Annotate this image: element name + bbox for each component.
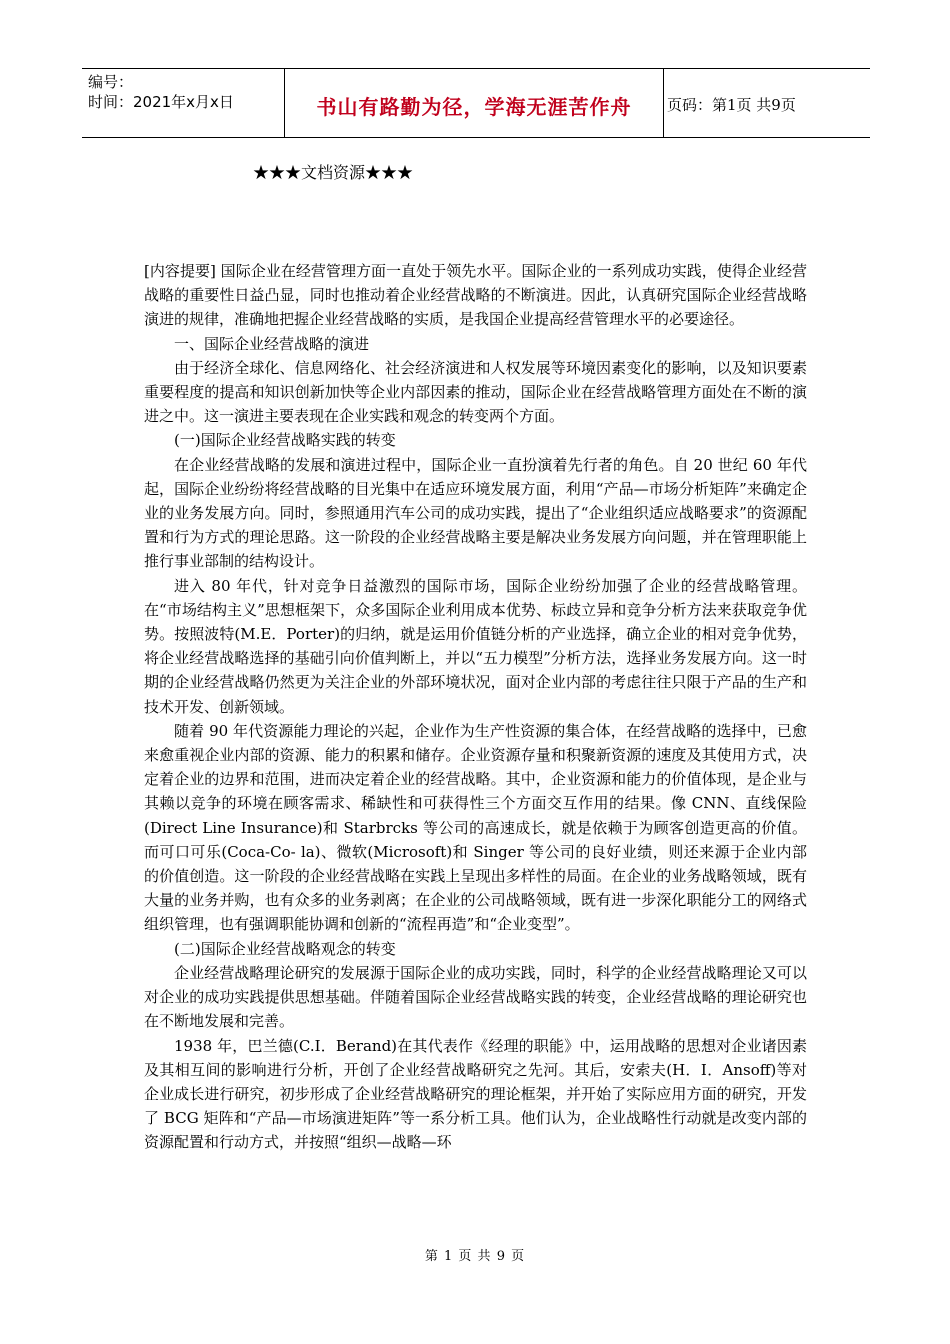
abstract-paragraph: [内容提要] 国际企业在经营管理方面一直处于领先水平。国际企业的一系列成功实践，使得企业经营战略的重要性日益凸显，同时也推动着企业经营战略的不断演进。因此，认真研究国际企业经营战略演进的规律，准确地把握企业经营战略的实质，是我国企业提高经营管理水平的必要途径。 xyxy=(144,262,807,329)
serial-number-label: 编号： xyxy=(88,73,134,91)
header-middle-cell xyxy=(284,69,664,137)
body-paragraph: 企业经营战略理论研究的发展源于国际企业的成功实践，同时，科学的企业经营战略理论又可以对企业的成功实践提供思想基础。伴随着国际企业经营战略实践的转变，企业经营战略的理论研究也在不断地发展和完善。 xyxy=(144,963,807,1031)
body-paragraph: 随着 90 年代资源能力理论的兴起，企业作为生产性资源的集合体，在经营战略的选择中，已愈来愈重视企业内部的资源、能力的积累和储存。企业资源存量和积聚新资源的速度及其使用方式，决定着企业的边界和范围，进而决定着企业的经营战略。其中，企业资源和能力的价值体现，是企业与其赖以竞争的环境在顾客需求、稀缺性和可获得性三个方面交互作用的结果。像 CNN、直线保险(Direct Line Insurance)和 Starbrcks 等公司的高速成长，就是依赖于为顾客创造更高的价值。而可口可乐(Coca-Co- la)、微软(Microsoft)和 Singer 等公司的良好业绩，则还来源于企业内部的价值创造。这一阶段的企业经营战略在实践上呈现出多样性的局面。在企业的业务战略领域，既有大量的业务并购，也有众多的业务剥离；在企业的公司战略领域，既有进一步深化职能分工的网络式组织管理，也有强调职能协调和创新的“流程再造”和“企业变型”。 xyxy=(144,721,807,934)
header-page-info: 页码：第1页 共9页 xyxy=(667,96,796,114)
header-right-cell xyxy=(663,69,870,137)
header-left-cell xyxy=(82,69,284,137)
header-motto: 书山有路勤为径，学海无涯苦作舟 xyxy=(316,95,632,119)
document-banner: ★★★文档资源★★★ xyxy=(253,163,414,182)
body-paragraph: 在企业经营战略的发展和演进过程中，国际企业一直扮演着先行者的角色。自 20 世纪 60 年代起，国际企业纷纷将经营战略的目光集中在适应环境发展方面，利用“产品—市场分析矩阵”来确定企业的业务发展方向。同时，参照通用汽车公司的成功实践，提出了“企业组织适应战略要求”的资源配置和行为方式的理论思路。这一阶段的企业经营战略主要是解决业务发展方向问题，并在管理职能上推行事业部制的结构设计。 xyxy=(144,455,807,571)
document-header xyxy=(82,68,870,138)
body-paragraph: 1938 年，巴兰德(C.I．Berand)在其代表作《经理的职能》中，运用战略的思想对企业诸因素及其相互间的影响进行分析，开创了企业经营战略研究之先河。其后，安索夫(H．I．Ansoff)等对企业成长进行研究，初步形成了企业经营战略研究的理论框架，并开始了实际应用方面的研究，开发了 BCG 矩阵和“产品—市场演进矩阵”等一系分析工具。他们认为，企业战略性行动就是改变内部的资源配置和行动方式，并按照“组织—战略—环 xyxy=(144,1036,807,1152)
body-paragraph: 由于经济全球化、信息网络化、社会经济演进和人权发展等环境因素变化的影响，以及知识要素重要程度的提高和知识创新加快等企业内部因素的推动，国际企业在经营战略管理方面处在不断的演进之中。这一演进主要表现在企业实践和观念的转变两个方面。 xyxy=(144,358,807,426)
date-label: 时间：2021年x月x日 xyxy=(88,93,234,111)
document-body xyxy=(144,259,807,1155)
subsection-heading: (一)国际企业经营战略实践的转变 xyxy=(174,431,396,450)
section-heading: 一、国际企业经营战略的演进 xyxy=(174,334,370,353)
page-footer: 第 1 页 共 9 页 xyxy=(424,1249,526,1264)
body-paragraph: 进入 80 年代，针对竞争日益激烈的国际市场，国际企业纷纷加强了企业的经营战略管理。在“市场结构主义”思想框架下，众多国际企业利用成本优势、标歧立异和竞争分析方法来获取竞争优势。按照波特(M.E．Porter)的归纳，就是运用价值链分析的产业选择，确立企业的相对竞争优势，将企业经营战略选择的基础引向价值判断上，并以“五力模型”分析方法，选择业务发展方向。这一时期的企业经营战略仍然更为关注企业的外部环境状况，面对企业内部的考虑往往只限于产品的生产和技术开发、创新领域。 xyxy=(144,576,807,716)
subsection-heading: (二)国际企业经营战略观念的转变 xyxy=(174,939,396,958)
